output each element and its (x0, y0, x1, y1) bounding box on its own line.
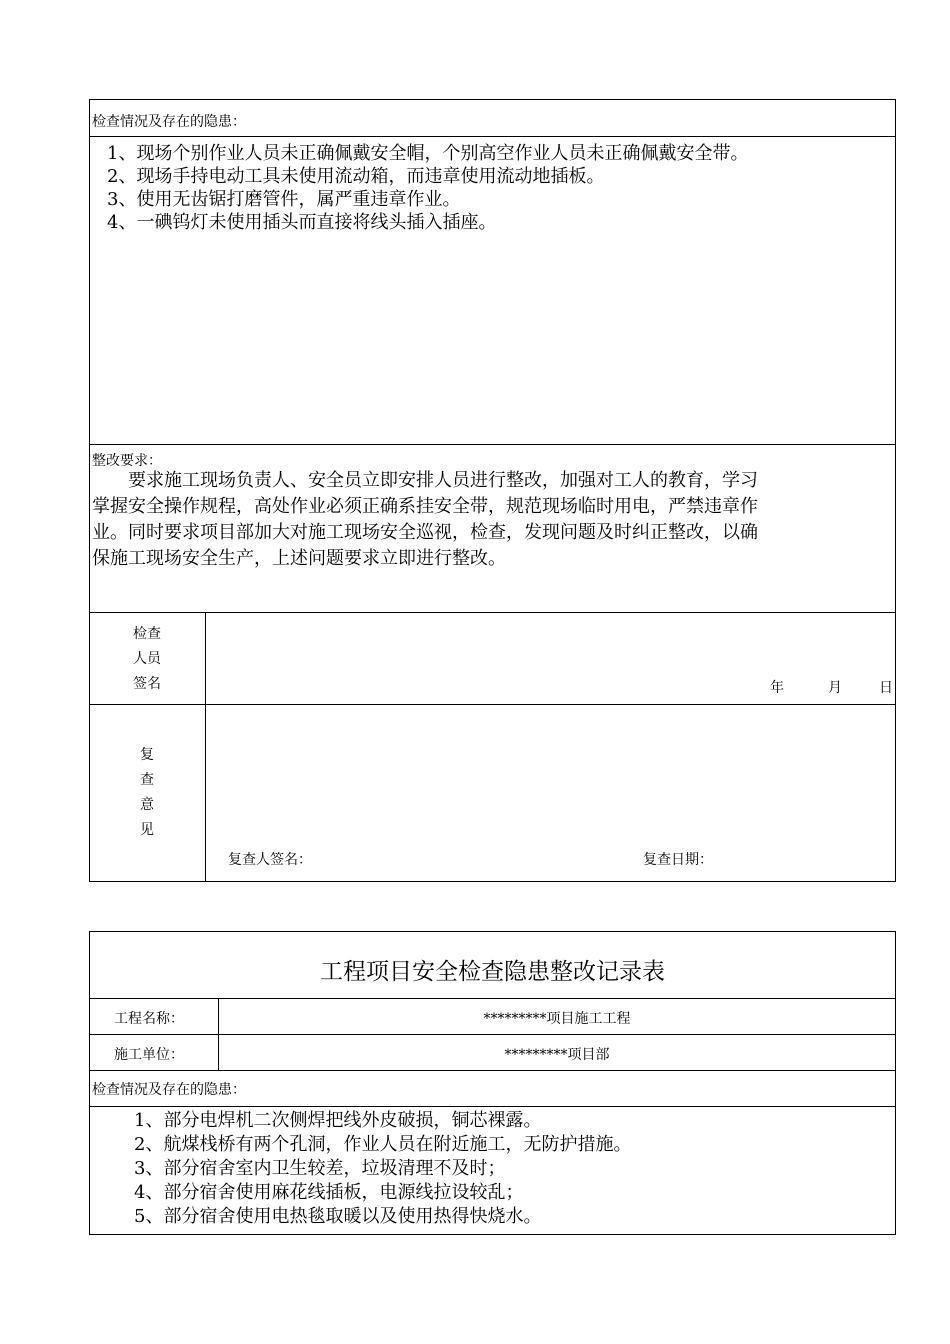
row-divider (89, 1034, 896, 1035)
row-divider (89, 1070, 896, 1071)
row-divider (89, 612, 896, 613)
review-date-label: 复查日期： (643, 852, 713, 868)
inspector-label (89, 622, 205, 697)
hazard-item: 4、部分宿舍使用麻花线插板，电源线拉设较乱； (134, 1182, 524, 1203)
rectify-text-line: 业。同时要求项目部加大对施工现场安全巡视，检查，发现问题及时纠正整改，以确 (92, 522, 758, 543)
row-divider (89, 1106, 896, 1107)
project-name-label: 工程名称： (114, 1011, 184, 1027)
rectify-text-line: 保施工现场安全生产，上述问题要求立即进行整改。 (92, 548, 506, 569)
contractor-value: *********项目部 (504, 1047, 610, 1063)
hazard-item: 2、现场手持电动工具未使用流动箱，而违章使用流动地插板。 (107, 166, 605, 187)
rectify-label: 整改要求： (92, 453, 162, 469)
inspector-label-line: 签名 (133, 676, 161, 692)
date-day: 日 (879, 680, 893, 696)
date-year: 年 (770, 680, 784, 696)
row-divider (89, 998, 896, 999)
reviewer-signature-label: 复查人签名： (228, 852, 312, 868)
hazards-label: 检查情况及存在的隐患： (92, 1082, 246, 1098)
hazard-item: 1、现场个别作业人员未正确佩戴安全帽，个别高空作业人员未正确佩戴安全带。 (107, 143, 749, 164)
column-divider (205, 612, 206, 882)
hazard-item: 1、部分电焊机二次侧焊把线外皮破损，铜芯裸露。 (134, 1110, 542, 1131)
rectify-text-line: 要求施工现场负责人、安全员立即安排人员进行整改，加强对工人的教育，学习 (92, 470, 758, 491)
row-divider (89, 704, 896, 705)
form-title: 工程项目安全检查隐患整改记录表 (320, 959, 665, 985)
hazard-item: 3、使用无齿锯打磨管件，属严重违章作业。 (107, 189, 461, 210)
review-label-char: 意 (140, 797, 154, 813)
project-name-value: *********项目施工工程 (483, 1011, 631, 1027)
row-divider (89, 136, 896, 137)
inspector-label-line: 人员 (133, 651, 161, 667)
hazard-item: 3、部分宿舍室内卫生较差，垃圾清理不及时； (134, 1158, 506, 1179)
rectify-text-line: 掌握安全操作规程，高处作业必须正确系挂安全带，规范现场临时用电，严禁违章作 (92, 496, 758, 517)
hazards-label: 检查情况及存在的隐患： (92, 114, 246, 130)
review-label-char: 复 (140, 747, 154, 763)
contractor-label: 施工单位： (114, 1047, 184, 1063)
row-divider (89, 444, 896, 445)
date-month: 月 (828, 680, 842, 696)
hazard-item: 4、一碘钨灯未使用插头而直接将线头插入插座。 (107, 212, 497, 233)
inspector-label-line: 检查 (133, 626, 161, 642)
hazard-item: 5、部分宿舍使用电热毯取暖以及使用热得快烧水。 (134, 1206, 542, 1227)
review-label-char: 见 (140, 822, 154, 838)
hazard-item: 2、航煤栈桥有两个孔洞，作业人员在附近施工，无防护措施。 (134, 1134, 632, 1155)
review-opinion-label (89, 743, 205, 843)
review-label-char: 查 (140, 772, 154, 788)
